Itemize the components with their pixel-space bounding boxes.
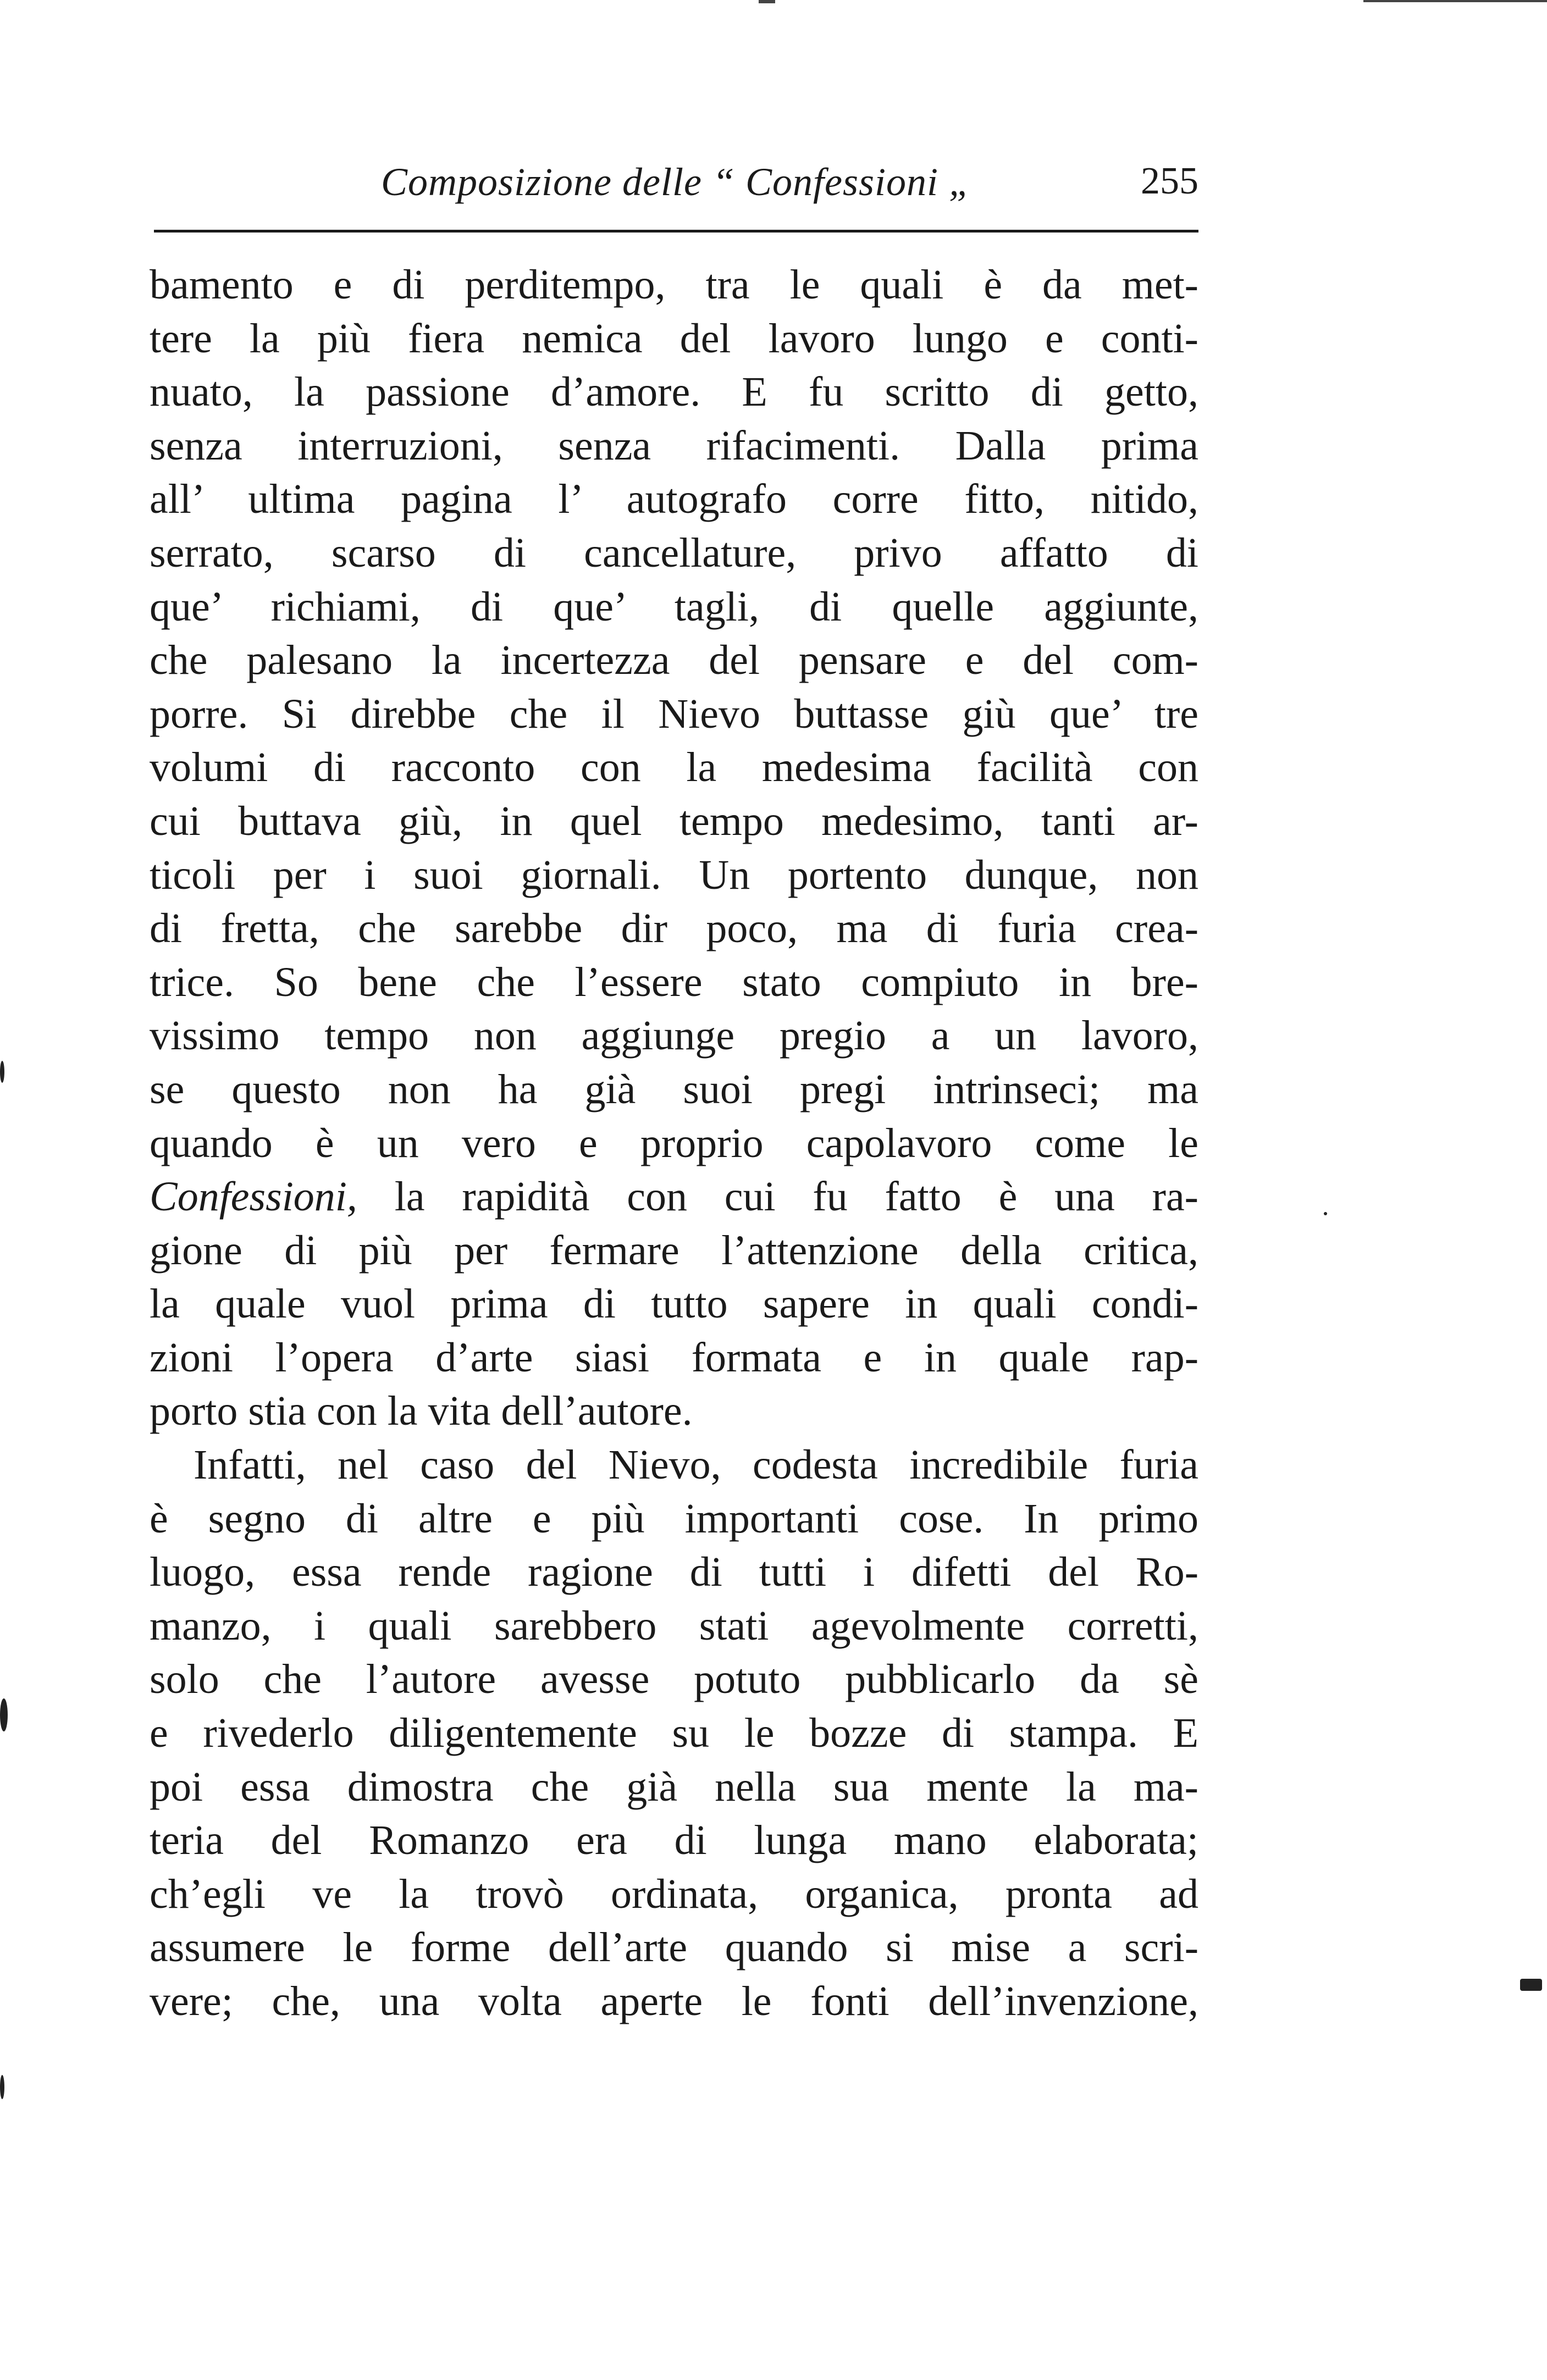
text-line: volumi di racconto con la medesima facilità con <box>150 744 1198 791</box>
text-line: ticoli per i suoi giornali. Un portento dunque, non <box>150 851 1198 898</box>
text-line: manzo, i quali sarebbero stati agevolmente corretti, <box>150 1602 1198 1649</box>
text-line: vissimo tempo non aggiunge pregio a un lavoro, <box>150 1012 1198 1059</box>
text-line: bamento e di perditempo, tra le quali è da met- <box>150 262 1198 308</box>
margin-mark <box>0 2075 4 2099</box>
text-line: porto stia con la vita dell’autore. <box>150 1388 693 1435</box>
text-line: e rivederlo diligentemente su le bozze di stampa. E <box>150 1710 1198 1757</box>
text-line: trice. So bene che l’essere stato compiuto in bre- <box>150 959 1198 1005</box>
running-title: Composizione delle “ Confessioni „ <box>380 160 972 204</box>
scan-edge-mark <box>759 0 775 3</box>
text-line: porre. Si direbbe che il Nievo buttasse giù que’ tre <box>150 690 1198 737</box>
text-line: che palesano la incertezza del pensare e del com- <box>150 637 1198 684</box>
text-line: vere; che, una volta aperte le fonti dell’invenzione, <box>150 1978 1198 2024</box>
text-line: nuato, la passione d’amore. E fu scritto di getto, <box>150 369 1198 416</box>
text-line: Infatti, nel caso del Nievo, codesta incredibile furia <box>194 1442 1198 1488</box>
text-line: senza interruzioni, senza rifacimenti. Dalla prima <box>150 422 1198 469</box>
text-line: assumere le forme dell’arte quando si mise a scri- <box>150 1924 1198 1971</box>
text-line <box>150 1170 1198 1224</box>
text-line: se questo non ha già suoi pregi intrinseci; ma <box>150 1066 1198 1112</box>
header-rule <box>154 230 1198 233</box>
text-line: ch’egli ve la trovò ordinata, organica, pronta ad <box>150 1870 1198 1917</box>
text-line: cui buttava giù, in quel tempo medesimo, tanti ar- <box>150 798 1198 844</box>
italic-title: Confessioni, <box>150 1174 357 1220</box>
text-line: quando è un vero e proprio capolavoro come le <box>150 1120 1198 1166</box>
text-line: luogo, essa rende ragione di tutti i difetti del Ro- <box>150 1549 1198 1596</box>
margin-mark <box>0 1698 8 1731</box>
text-line: solo che l’autore avesse potuto pubblicarlo da sè <box>150 1656 1198 1703</box>
margin-mark <box>0 1061 4 1083</box>
text-line: è segno di altre e più importanti cose. In primo <box>150 1495 1198 1542</box>
text-line: all’ ultima pagina l’ autografo corre fitto, nitido, <box>150 476 1198 523</box>
text-line: teria del Romanzo era di lunga mano elaborata; <box>150 1817 1198 1864</box>
text-line: serrato, scarso di cancellature, privo affatto di <box>150 529 1198 576</box>
text-line: la quale vuol prima di tutto sapere in quali condi- <box>150 1281 1198 1327</box>
page-header <box>154 154 1198 214</box>
text-line: tere la più fiera nemica del lavoro lungo e conti- <box>150 315 1198 362</box>
text-line: di fretta, che sarebbe dir poco, ma di furia crea- <box>150 905 1198 952</box>
text-line: zioni l’opera d’arte siasi formata e in quale rap- <box>150 1334 1198 1381</box>
text-line: poi essa dimostra che già nella sua mente la ma- <box>150 1763 1198 1810</box>
scan-edge-mark <box>1363 0 1547 2</box>
margin-mark <box>1324 1212 1327 1215</box>
page-number: 255 <box>1141 160 1198 202</box>
text-line-rest: la rapidità con cui fu fatto è una ra- <box>394 1174 1198 1220</box>
margin-mark <box>1520 1979 1542 1991</box>
body-text <box>150 258 1198 2029</box>
text-line: gione di più per fermare l’attenzione della critica, <box>150 1227 1198 1274</box>
text-line: que’ richiami, di que’ tagli, di quelle aggiunte, <box>150 583 1198 630</box>
